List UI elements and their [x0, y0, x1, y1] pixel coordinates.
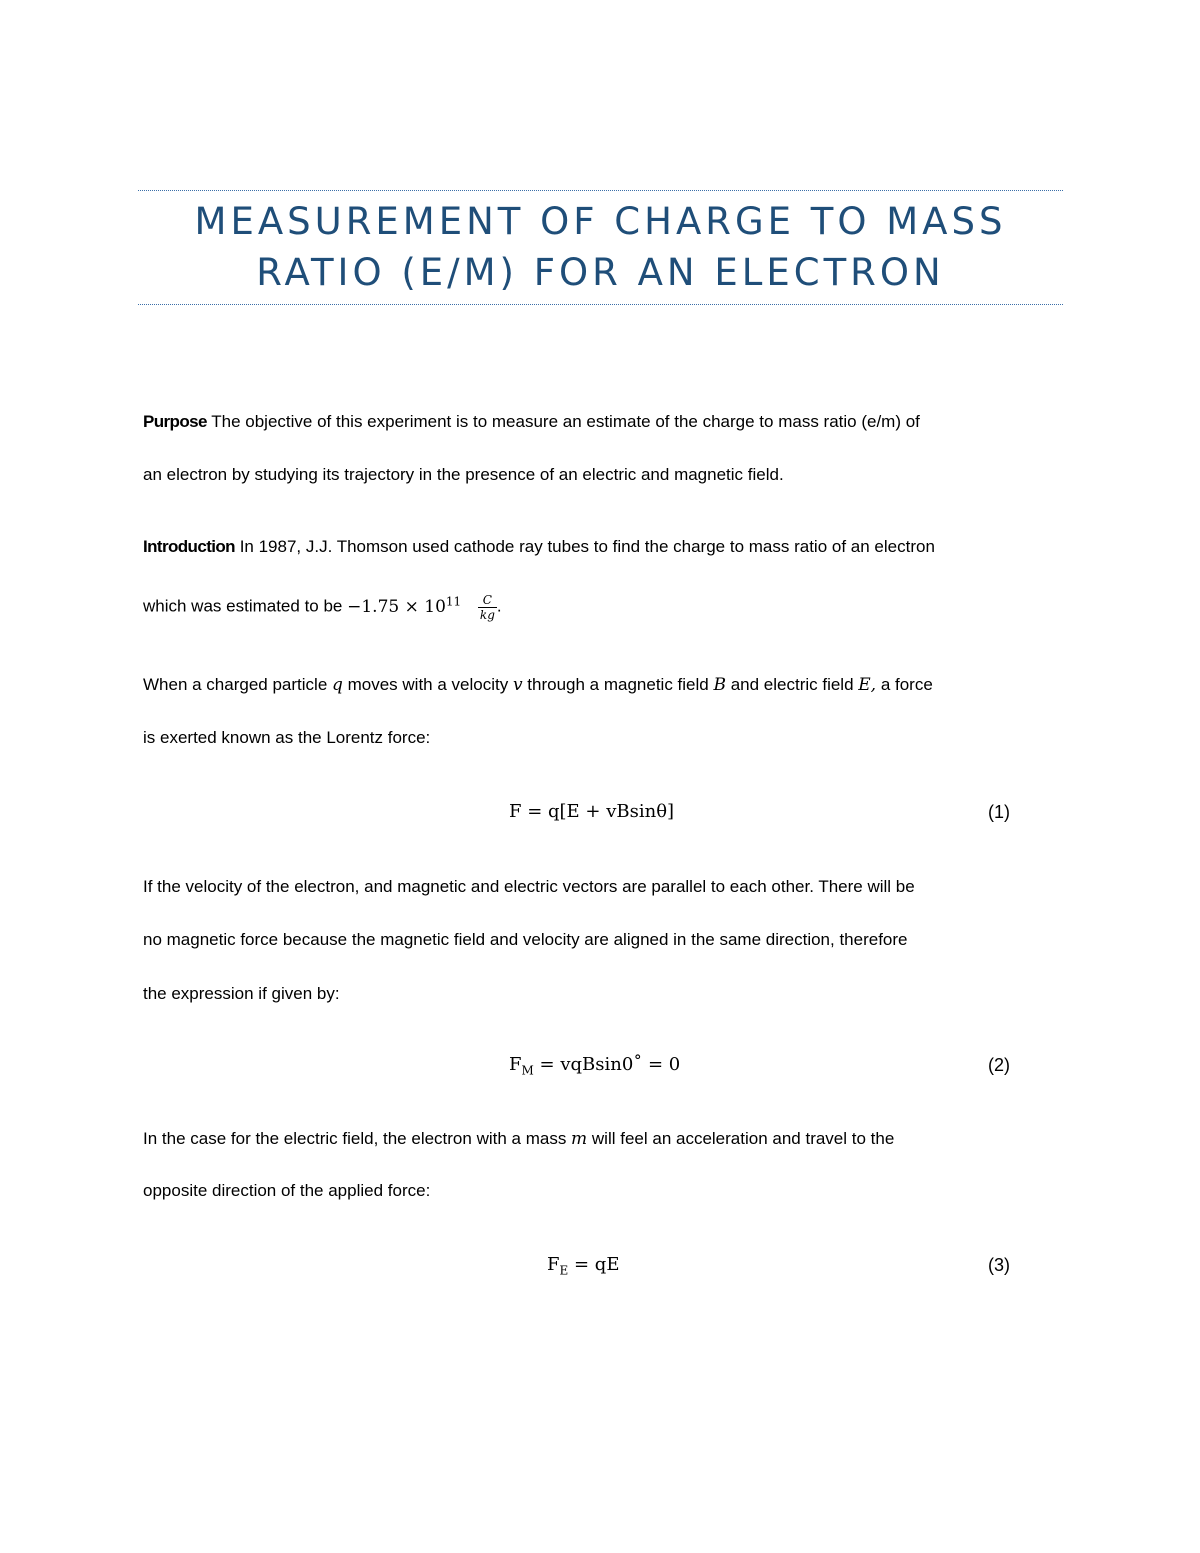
- purpose-line-2: an electron by studying its trajectory in the presence of an electric and magnetic field.: [143, 465, 784, 484]
- title-line-2: RATIO (E/M) FOR AN ELECTRON: [256, 251, 945, 294]
- symbol-m: m: [571, 1129, 588, 1149]
- purpose-heading: Purpose: [143, 412, 207, 431]
- purpose-text-1: The objective of this experiment is to measure an estimate of the charge to mass ratio (e/m) of: [211, 412, 920, 431]
- parallel-line-1: If the velocity of the electron, and magnetic and electric vectors are parallel to each other. There will be: [143, 877, 915, 896]
- equation-2: $F_M$ = vqBsin0˚ = 0: [509, 1054, 681, 1078]
- purpose-line-1: [143, 411, 920, 433]
- value-exponent: 11: [445, 594, 462, 608]
- parallel-line-3: the expression if given by:: [143, 984, 340, 1003]
- lorentz-line-1: When a charged particle q moves with a velocity v through a magnetic field B and electric field E, a force: [143, 675, 933, 695]
- introduction-line-2: which was estimated to be $-1.75 \times 10^{11}$ $\frac{C}{kg}$ .: [143, 592, 502, 622]
- title-top-rule: [138, 190, 1063, 191]
- introduction-text-2: which was estimated to be: [143, 596, 343, 616]
- symbol-v: v: [512, 675, 523, 695]
- document-title: [138, 196, 1063, 298]
- equation-2-subscript: M: [521, 1063, 534, 1078]
- symbol-q: q: [332, 675, 343, 695]
- unit-numerator: C: [482, 592, 492, 607]
- equation-3: $F_E$ = qE: [547, 1254, 620, 1278]
- equation-1-number: (1): [988, 802, 1010, 822]
- unit-denominator: kg: [479, 607, 495, 622]
- symbol-b: B: [713, 675, 726, 695]
- electric-line-1: In the case for the electric field, the electron with a mass m will feel an acceleration and travel to the: [143, 1129, 895, 1149]
- introduction-heading: Introduction: [143, 537, 235, 556]
- title-block: [138, 190, 1063, 306]
- title-bottom-rule: [138, 304, 1063, 305]
- lorentz-line-2: is exerted known as the Lorentz force:: [143, 728, 431, 747]
- unit-fraction: [478, 593, 497, 622]
- equation-3-number: (3): [988, 1255, 1010, 1275]
- charge-mass-value: $-1.75 \times 10^{11}$: [347, 594, 462, 617]
- introduction-line-1: [143, 536, 935, 558]
- symbol-e: E,: [858, 675, 877, 695]
- equation-1: F = q[E + vBsinθ]: [509, 801, 675, 822]
- parallel-line-2: no magnetic force because the magnetic field and velocity are aligned in the same direction, therefore: [143, 930, 908, 949]
- equation-3-subscript: E: [559, 1263, 569, 1278]
- equation-2-number: (2): [988, 1055, 1010, 1075]
- title-line-1: MEASUREMENT OF CHARGE TO MASS: [194, 200, 1007, 243]
- electric-line-2: opposite direction of the applied force:: [143, 1181, 431, 1200]
- introduction-text-1: In 1987, J.J. Thomson used cathode ray tubes to find the charge to mass ratio of an electron: [239, 537, 935, 556]
